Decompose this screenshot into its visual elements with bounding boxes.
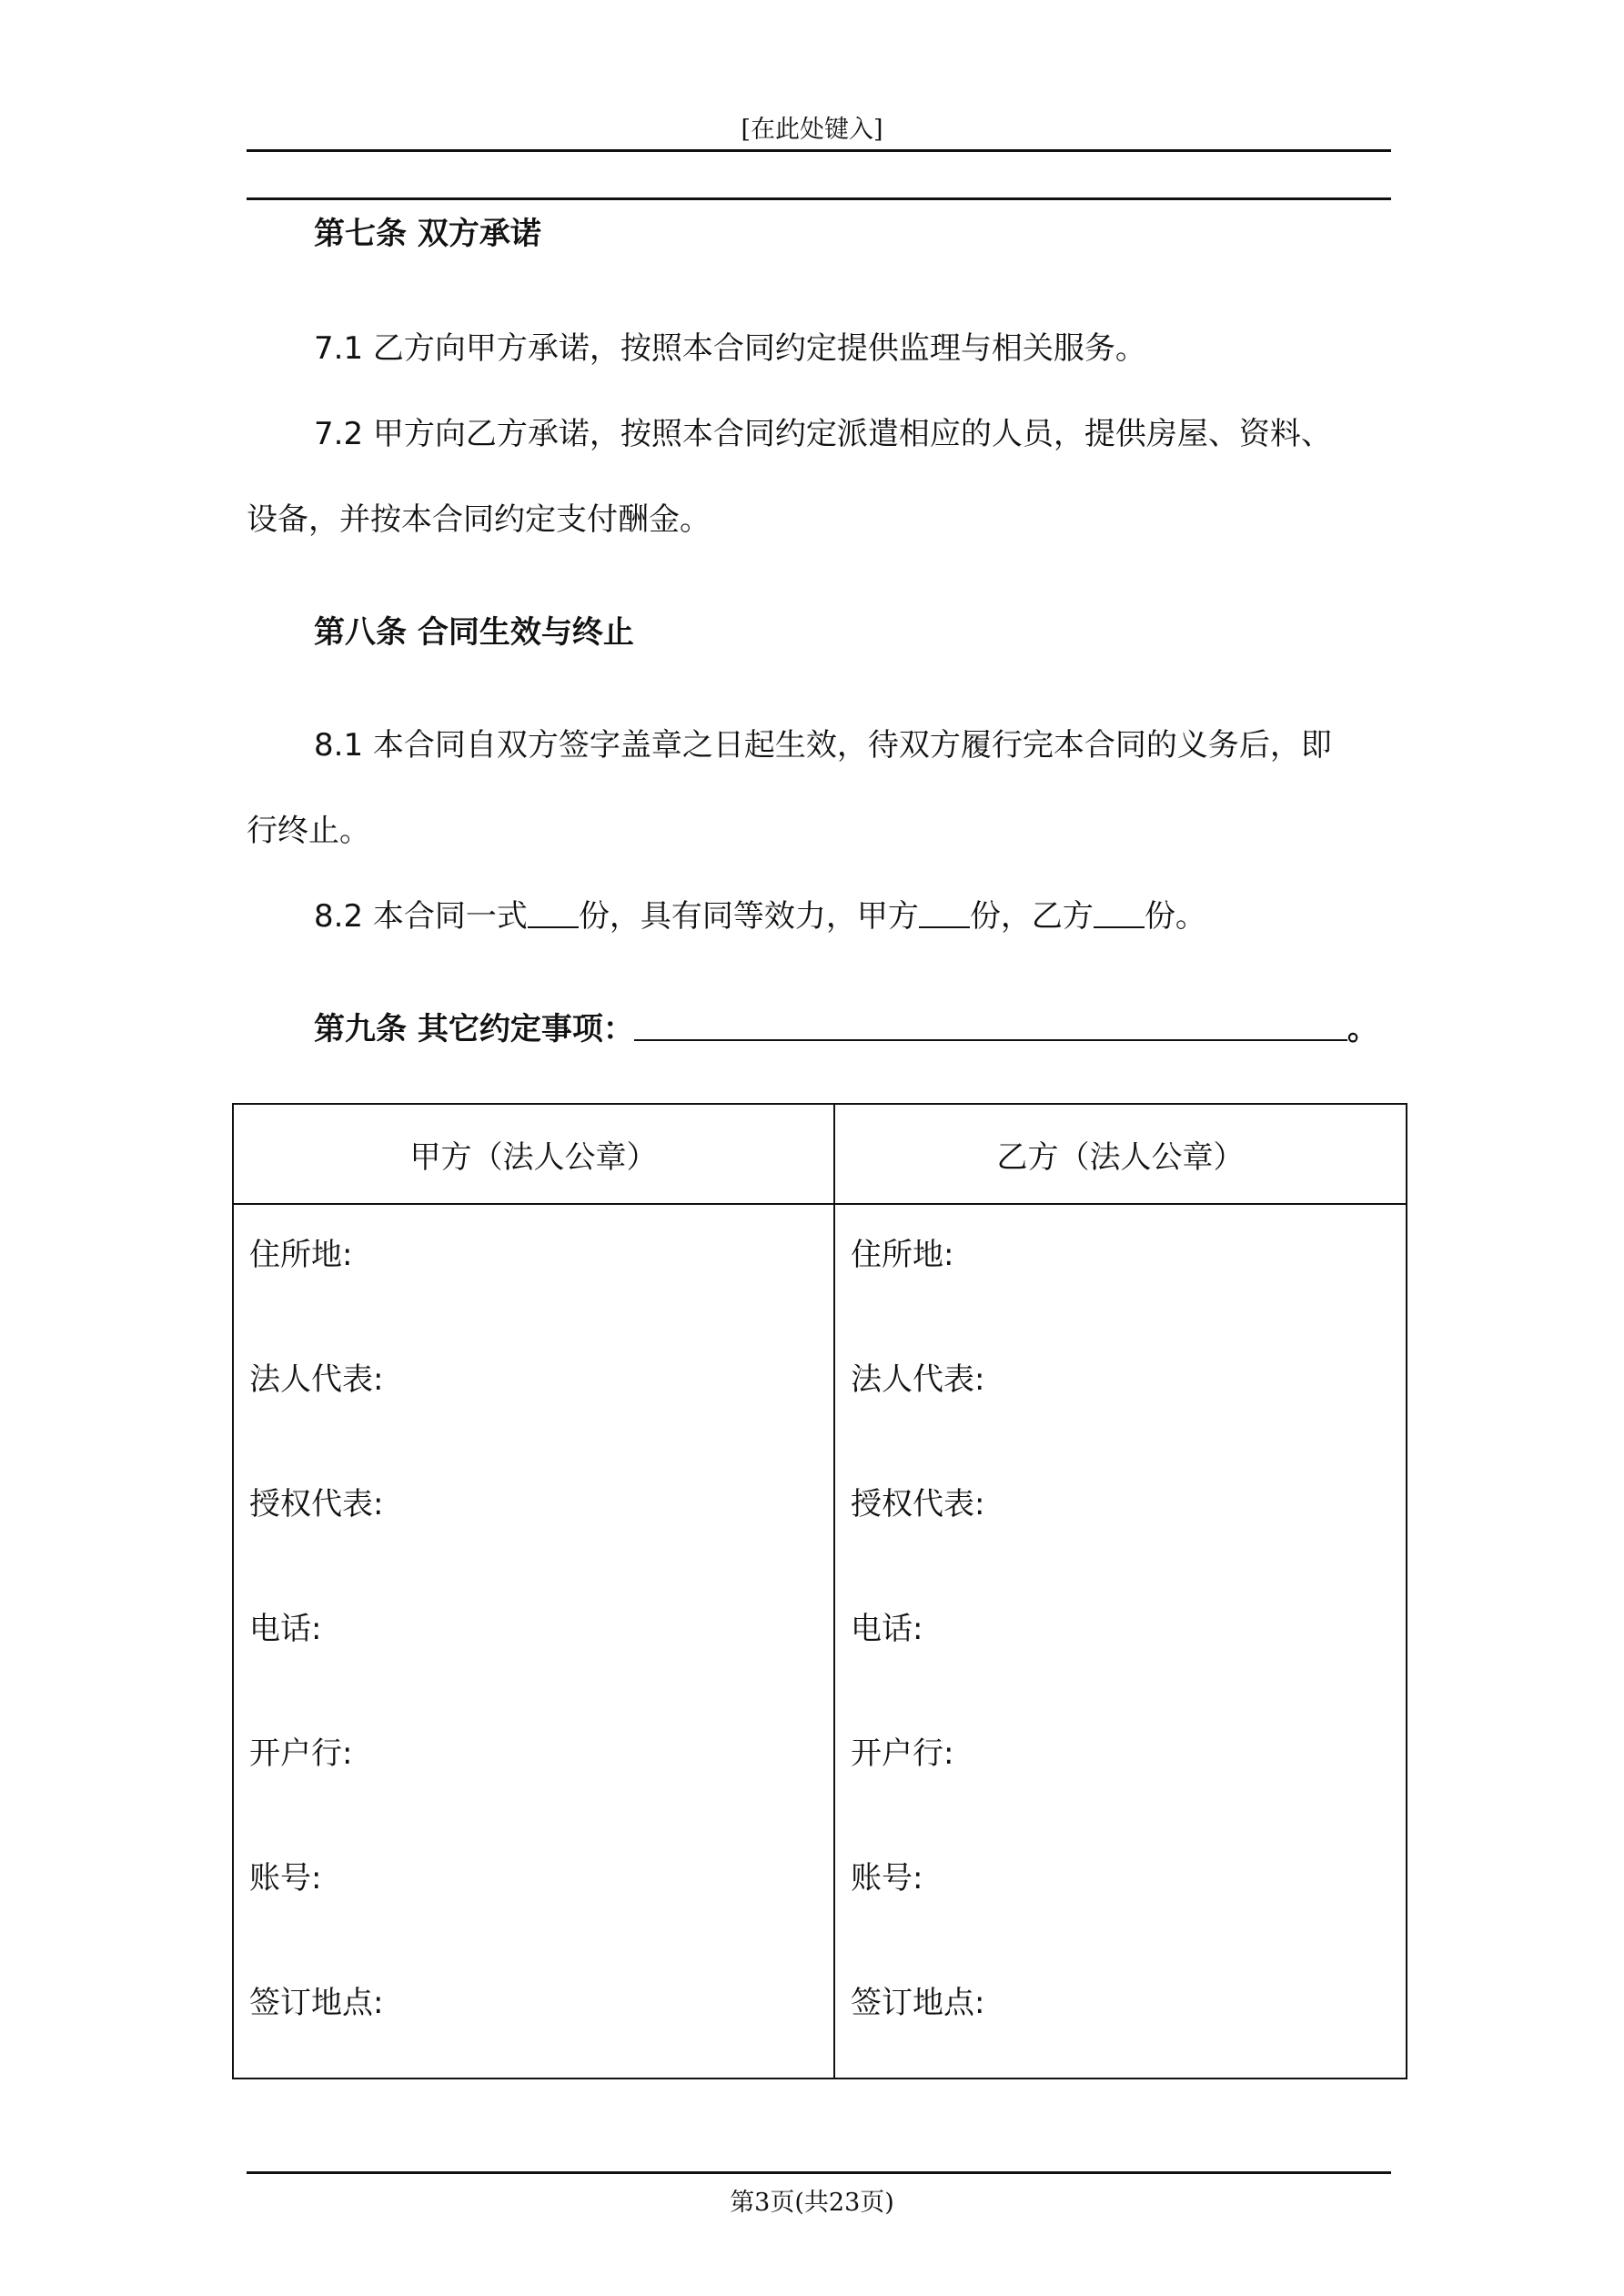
signature-header-row: [233, 1104, 1407, 1204]
clause-7-1: 7.1 乙方向甲方承诺，按照本合同约定提供监理与相关服务。: [314, 330, 1146, 367]
party-a-address-field[interactable]: 住所地:: [249, 1237, 353, 1273]
section-9-title: 第九条 其它约定事项：: [314, 1011, 634, 1047]
footer-rule: [247, 2171, 1391, 2174]
clause-8-2: [247, 874, 1458, 959]
clause-8-1-line-2: 行终止。: [247, 813, 370, 849]
party-a-account-field[interactable]: 账号:: [249, 1860, 322, 1896]
copies-total-blank[interactable]: [528, 899, 579, 928]
page-footer: 第3页(共23页): [730, 2189, 894, 2217]
header-rule: [247, 149, 1391, 152]
party-a-signing-place-field[interactable]: 签订地点:: [249, 1985, 384, 2021]
party-b-authorized-rep-field[interactable]: 授权代表:: [851, 1486, 985, 1522]
party-b-legal-rep-field[interactable]: 法人代表:: [851, 1361, 985, 1398]
copies-party-a-blank[interactable]: [919, 899, 970, 928]
party-b-fields: [834, 1204, 1407, 2079]
party-a-phone-field[interactable]: 电话:: [249, 1611, 322, 1647]
party-b-phone-field[interactable]: 电话:: [851, 1611, 923, 1647]
party-b-address-field[interactable]: 住所地:: [851, 1237, 954, 1273]
copies-party-b-blank[interactable]: [1094, 899, 1145, 928]
party-a-bank-field[interactable]: 开户行:: [249, 1735, 353, 1772]
party-b-signing-place-field[interactable]: 签订地点:: [851, 1985, 985, 2021]
party-b-account-field[interactable]: 账号:: [851, 1860, 923, 1896]
clause-8-2-text-2: 份，具有同等效力，甲方: [578, 898, 919, 935]
clause-8-2-text-1: 8.2 本合同一式: [314, 898, 528, 935]
party-a-fields: [233, 1204, 834, 2079]
party-b-bank-field[interactable]: 开户行:: [851, 1735, 954, 1772]
party-a-authorized-rep-field[interactable]: 授权代表:: [249, 1486, 384, 1522]
clause-8-2-text-4: 份。: [1144, 898, 1206, 935]
clause-8-2-text-3: 份，乙方: [969, 898, 1094, 935]
section-9: [247, 986, 1458, 1072]
party-a-legal-rep-field[interactable]: 法人代表:: [249, 1361, 384, 1398]
section-7-title: 第七条 双方承诺: [314, 216, 541, 252]
page-header: [在此处键入]: [741, 116, 883, 144]
signature-table: [232, 1103, 1407, 2079]
clause-7-2-line-1: 7.2 甲方向乙方承诺，按照本合同约定派遣相应的人员，提供房屋、资料、: [314, 416, 1332, 452]
clause-8-1-line-1: 8.1 本合同自双方签字盖章之日起生效，待双方履行完本合同的义务后，即: [314, 727, 1332, 764]
party-b-header: 乙方（法人公章）: [834, 1104, 1407, 1204]
section-9-end: 。: [1347, 1011, 1378, 1047]
other-terms-blank[interactable]: [634, 1012, 1347, 1041]
clause-7-2-line-2: 设备，并按本合同约定支付酬金。: [247, 501, 711, 538]
signature-fields-row: [233, 1204, 1407, 2079]
section-8-title: 第八条 合同生效与终止: [314, 614, 634, 651]
party-a-header: 甲方（法人公章）: [233, 1104, 834, 1204]
